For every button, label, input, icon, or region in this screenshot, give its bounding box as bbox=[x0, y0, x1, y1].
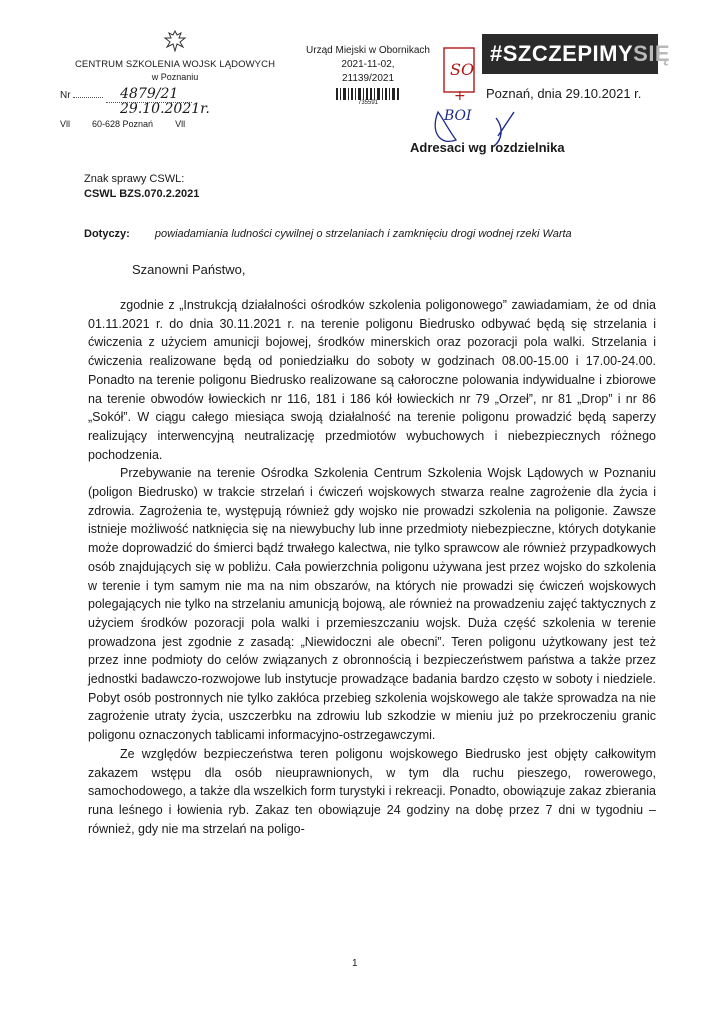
place-date: Poznań, dnia 29.10.2021 r. bbox=[486, 86, 642, 101]
registry-number: 21139/2021 bbox=[341, 73, 395, 84]
registration-line bbox=[60, 88, 290, 102]
barcode-icon bbox=[336, 88, 400, 100]
sender-postal: Vll 60-628 Poznań Vll bbox=[60, 119, 186, 129]
eagle-emblem-icon bbox=[163, 30, 187, 52]
addressee: Adresaci wg rozdzielnika bbox=[410, 140, 565, 155]
paragraph-2: Przebywanie na terenie Ośrodka Szkolenia Centrum Szkolenia Wojsk Lądowych w Poznaniu (poligon Biedrusko) w trakcie strzelań i ćwiczeń wojskowych stwarza realne zagrożenie dla życia i zdrowia. Zagrożenia te, występują również gdy wojsko nie prowadzi szkolenia na poligonie. Zawsze istnieje możliwość natknięcia się na niewybuchy lub inne przedmioty niebezpieczne, których dotykanie może doprowadzić do śmierci bądź trwałego kalectwa, nie tylko sprawcow ale również przypadkowych osób znajdujących się w pobliżu. Cała powierzchnia poligonu używana jest przez wojsko do szkolenia w terenie i tym samym nie ma na nim obszarów, na których nie prowadzi się ćwiczeń wojskowych polegających nie tylko na strzelaniu amunicją bojową, ale również na prowadzeniu zajęć taktycznych z użyciem środków pozoracji pola walki i przemieszczaniu wojsk. Duża część szkolenia w terenie prowadzona jest zgodnie z zasadą: „Niewidoczni ale obecni”. Teren poligonu użytkowany jest też przez inne podmioty do celów związanych z obronnością i bezpieczeństwem państwa a także przez jednostki badawczo-rozwojowe lub instytucje prowadzące badania bardzo często w soboty i niedziele. Pobyt osób postronnych nie tylko zakłóca przebieg szkolenia wojskowego ale także sprowadza na nie zagrożenie utraty życia, uszczerbku na zdrowiu lub szkodzie w mieniu już po przekroczeniu granic poligonu oznaczonych tablicami informacyjno-ostrzegawczymi. bbox=[88, 466, 656, 743]
paragraph-1: zgodnie z „Instrukcją działalności ośrodków szkolenia poligonowego” zawiadamiam, że od dnia 01.11.2021 r. do dnia 30.11.2021 r. na terenie poligonu Biedrusko odbywać będą się strzelania i ćwiczenia z użyciem amunicji bojowej, środków minerskich oraz pozoracji pola walki. Strzelania i ćwiczenia realizowane będą od poniedziałku do soboty w godzinach 08.00-15.00 i 17.00-24.00. Ponadto na terenie poligonu Biedrusko realizowane są całoroczne polowania indywidualne i zbiorowe na terenie obwodów łowieckich nr 116, 181 i 186 kół łowieckich nr 79 „Orzeł”, nr 81 „Drop” i nr 86 „Sokół”. W ciągu całego miesiąca swoją działalność na terenie poligonu prowadzić będą saperzy realizujący interwencyjną neutralizację przedmiotów wybuchowych i niebezpiecznych różnego pochodzenia. bbox=[88, 298, 656, 462]
registry-stamp bbox=[298, 44, 438, 107]
subject-line bbox=[84, 228, 664, 240]
handwritten-date: 29.10.2021r. bbox=[120, 101, 210, 117]
case-ref-label: Znak sprawy CSWL: bbox=[84, 173, 185, 185]
reg-number: 4879/21 bbox=[106, 86, 192, 103]
annotation-boi: BOI bbox=[444, 108, 472, 124]
sender-org-name: CENTRUM SZKOLENIA WOJSK LĄDOWYCH bbox=[74, 59, 276, 70]
registry-date: 2021-11-02, bbox=[341, 59, 395, 70]
registry-office: Urząd Miejski w Obornikach bbox=[306, 45, 430, 56]
subject-text: powiadamiania ludności cywilnej o strzelaniach i zamknięciu drogi wodnej rzeki Warta bbox=[154, 228, 572, 240]
registry-code: 735591 bbox=[357, 100, 379, 106]
sender-city: w Poznaniu bbox=[151, 72, 199, 82]
greeting: Szanowni Państwo, bbox=[132, 262, 246, 277]
case-reference bbox=[84, 172, 199, 202]
page-number: 1 bbox=[352, 958, 358, 969]
reg-prefix: Nr bbox=[60, 90, 71, 101]
paragraph-3: Ze względów bezpieczeństwa teren poligonu wojskowego Biedrusko jest objęty całkowitym zakazem wstępu dla osób nieuprawnionych, w tym dla ruchu pieszego, rowerowego, samochodowego, a także dla wszelkich form turystyki i rekreacji. Ponadto, obowiązuje zakaz zbierania runa leśnego i łowienia ryb. Zakaz ten obowiązuje 24 godziny na dobę przez 7 dni w tygodniu – również, gdy nie ma strzelań na poligo- bbox=[88, 746, 656, 836]
case-ref-number: CSWL BZS.070.2.2021 bbox=[84, 188, 200, 200]
annotation-plus: + bbox=[454, 88, 466, 104]
annotation-so: SO bbox=[450, 60, 475, 79]
sender-stamp bbox=[60, 30, 290, 131]
letter-body bbox=[88, 296, 656, 838]
szczepimy-sie-logo: #SZCZEPIMYSIĘ bbox=[482, 34, 658, 74]
subject-label: Dotyczy: bbox=[84, 228, 130, 240]
